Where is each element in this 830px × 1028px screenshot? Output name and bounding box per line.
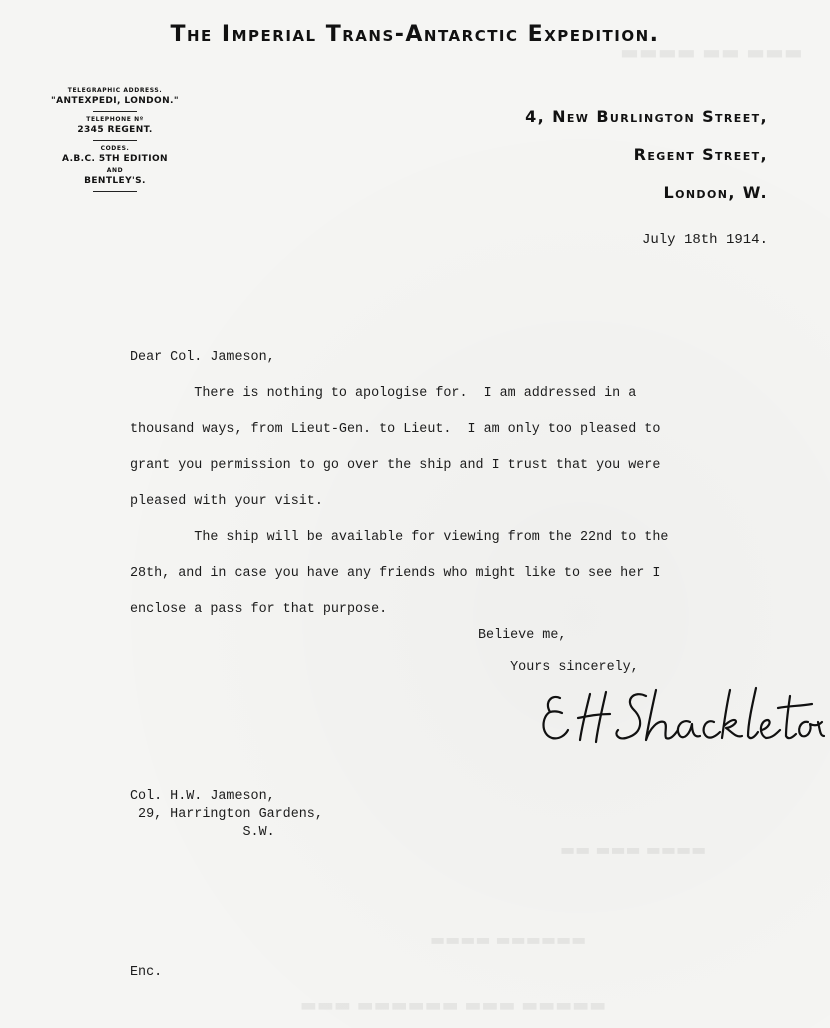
codes-value-2: BENTLEY'S. [84, 176, 146, 186]
telephone-label: TELEPHONE Nº [86, 116, 144, 123]
body-line: 28th, and in case you have any friends who might like to see her I [130, 566, 661, 581]
body-line: There is nothing to apologise for. I am addressed in a [130, 386, 637, 401]
recipient-address [130, 788, 323, 842]
telegraphic-address-label: TELEGRAPHIC ADDRESS. [67, 87, 163, 94]
address-line-2: Regent Street, [633, 145, 768, 164]
divider [93, 140, 137, 141]
bleed-through-decoration: ▬▬▬▬▬ ▬▬▬ ▬▬▬▬▬▬ ▬▬▬ [300, 995, 607, 1016]
telephone-value: 2345 REGENT. [77, 125, 153, 135]
codes-and: AND [106, 167, 124, 174]
salutation: Dear Col. Jameson, [130, 350, 275, 365]
body-line: enclose a pass for that purpose. [130, 602, 388, 617]
letterhead-title: The Imperial Trans-Antarctic Expedition. [170, 22, 660, 47]
recipient-line-1: Col. H.W. Jameson, [130, 789, 275, 804]
letterhead-address [525, 98, 768, 212]
body-line: thousand ways, from Lieut-Gen. to Lieut. I am only too pleased to [130, 422, 661, 437]
body-line: The ship will be available for viewing from the 22nd to the [130, 530, 669, 545]
bleed-through-decoration: ▬▬▬▬▬▬ ▬▬▬▬ [430, 930, 587, 949]
handwritten-signature [538, 676, 828, 756]
recipient-line-3: S.W. [130, 825, 275, 840]
divider [93, 191, 137, 192]
body-line: grant you permission to go over the ship and I trust that you were [130, 458, 661, 473]
address-line-1: 4, New Burlington Street, [525, 107, 768, 126]
address-line-3: London, W. [663, 183, 768, 202]
letter-body [130, 340, 780, 628]
letter-closing [478, 620, 639, 684]
codes-label: CODES. [100, 145, 130, 152]
telegraphic-address-value: "ANTEXPEDI, LONDON." [51, 96, 179, 106]
closing-line-1: Believe me, [478, 628, 567, 643]
letterhead-contact-block [40, 86, 190, 195]
codes-value: A.B.C. 5TH EDITION [62, 154, 168, 164]
closing-line-2: Yours sincerely, [478, 660, 639, 675]
recipient-line-2: 29, Harrington Gardens, [130, 807, 323, 822]
body-line: pleased with your visit. [130, 494, 323, 509]
enclosure-note: Enc. [130, 965, 163, 980]
bleed-through-decoration: ▬▬▬ ▬▬ ▬▬▬▬ [620, 40, 803, 64]
bleed-through-decoration: ▬▬▬▬ ▬▬▬ ▬▬ [560, 840, 707, 859]
letter-date: July 18th 1914. [641, 232, 768, 248]
divider [93, 111, 137, 112]
